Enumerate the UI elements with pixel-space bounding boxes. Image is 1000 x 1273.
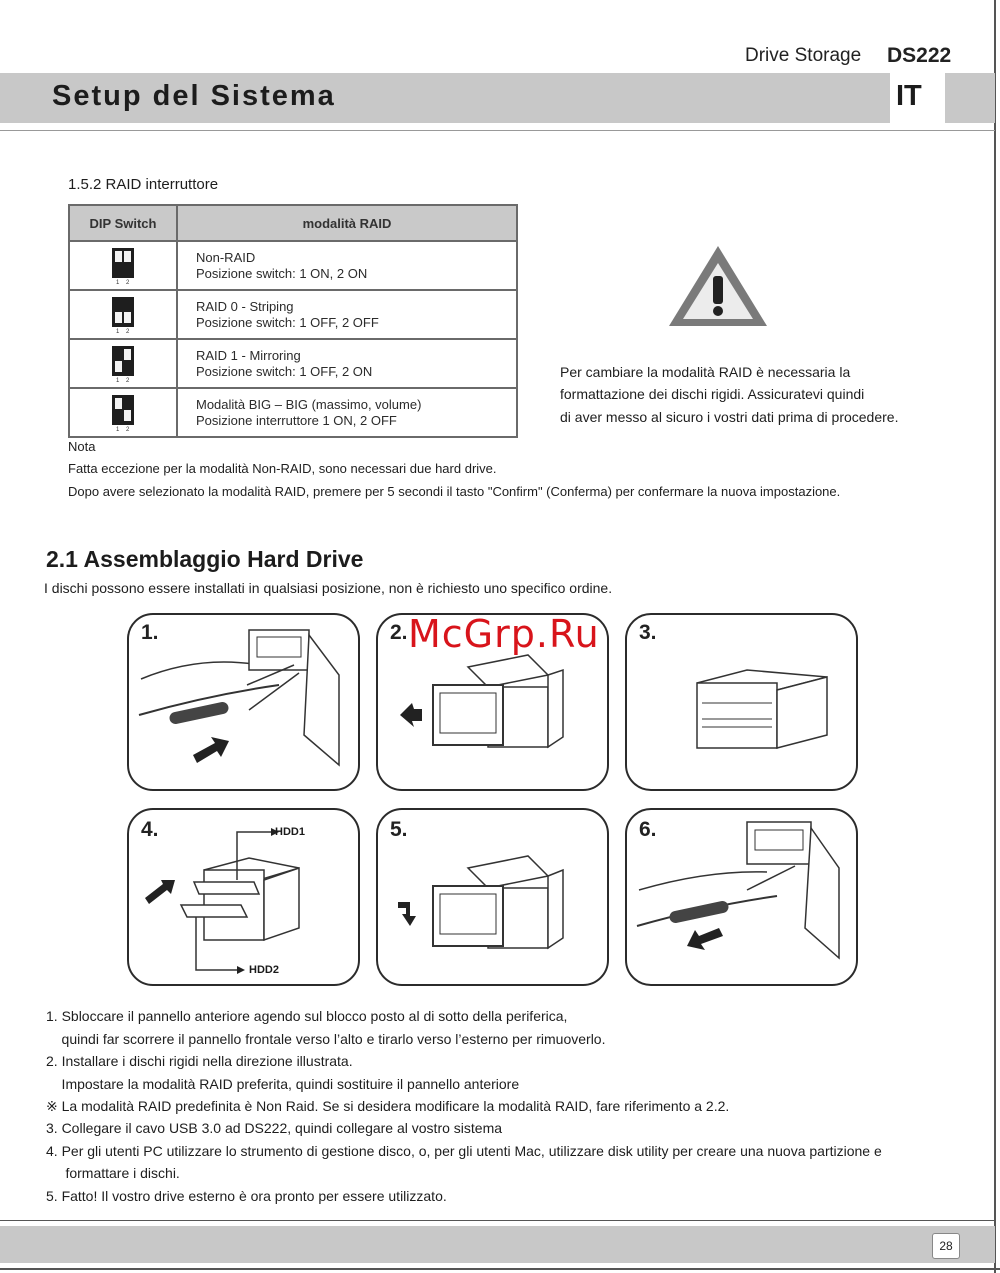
step-line: 5. Fatto! Il vostro drive esterno è ora pronto per essere utilizzato. [46, 1188, 447, 1204]
page-frame-right [994, 0, 996, 1273]
raid-mode-setting: Posizione switch: 1 OFF, 2 OFF [196, 314, 379, 330]
section-title: 2.1 Assemblaggio Hard Drive [46, 546, 364, 572]
step-line: 3. Collegare il cavo USB 3.0 ad DS222, quindi collegare al vostro sistema [46, 1120, 503, 1136]
warning-line: formattazione dei dischi rigidi. Assicuratevi quindi [560, 386, 865, 402]
header-divider [0, 130, 995, 131]
table-row [69, 388, 517, 437]
page-frame-bottom [0, 1268, 1000, 1270]
col-raid-mode: modalità RAID [177, 205, 517, 241]
panel-number: 1. [141, 621, 159, 644]
dip-switch-icon: 1 2 [112, 395, 134, 425]
note-line: Fatta eccezione per la modalità Non-RAID, sono necessari due hard drive. [68, 461, 497, 476]
model-name: DS222 [887, 44, 952, 67]
panel-number: 6. [639, 818, 657, 841]
header-bar-end [945, 73, 995, 123]
panel-number: 5. [390, 818, 408, 841]
footer-divider [0, 1220, 995, 1221]
panel-number: 4. [141, 818, 159, 841]
step-line: ※ La modalità RAID predefinita è Non Raid. Se si desidera modificare la modalità RAID, fare riferimento a 2.2. [46, 1098, 730, 1114]
product-name: Drive Storage [745, 45, 862, 66]
step-line: quindi far scorrere il pannello frontale verso l’alto e tirarlo verso l’esterno per rimuoverlo. [46, 1031, 606, 1047]
dip-switch-icon: 1 2 [112, 297, 134, 327]
raid-mode-setting: Posizione interruttore 1 ON, 2 OFF [196, 412, 397, 428]
raid-mode-name: Non-RAID [196, 249, 256, 265]
step-line: 2. Installare i dischi rigidi nella direzione illustrata. [46, 1053, 353, 1069]
step-panel-5 [376, 808, 609, 986]
panel-number: 3. [639, 621, 657, 644]
unlock-illustration [129, 615, 358, 789]
hdd1-label: HDD1 [275, 826, 305, 838]
warning-icon [666, 243, 770, 329]
lock-illustration [627, 810, 856, 984]
col-dip-switch: DIP Switch [69, 205, 177, 241]
step-panel-6 [625, 808, 858, 986]
raid-mode-setting: Posizione switch: 1 OFF, 2 ON [196, 363, 373, 379]
dip-switch-icon: 1 2 [112, 248, 134, 278]
note-line: Dopo avere selezionato la modalità RAID, premere per 5 secondi il tasto "Confirm" (Conferma) per confermare la nuova impostazione. [68, 484, 841, 499]
step-panel-1 [127, 613, 360, 791]
table-row [69, 290, 517, 339]
raid-mode-name: RAID 1 - Mirroring [196, 347, 301, 363]
warning-line: Per cambiare la modalità RAID è necessaria la [560, 364, 851, 380]
table-row [69, 241, 517, 290]
warning-line: di aver messo al sicuro i vostri dati prima di procedere. [560, 409, 899, 425]
step-panel-4 [127, 808, 360, 986]
footer-bar [0, 1226, 995, 1263]
raid-mode-name: Modalità BIG – BIG (massimo, volume) [196, 396, 422, 412]
insert-drives-illustration [129, 810, 358, 984]
page-number: 28 [932, 1233, 960, 1259]
open-enclosure-illustration [627, 615, 856, 789]
language-code: IT [896, 80, 922, 112]
section-intro: I dischi possono essere installati in qualsiasi posizione, non è richiesto uno specifico ordine. [44, 580, 613, 596]
watermark: McGrp.Ru [408, 612, 600, 656]
hdd2-label: HDD2 [249, 964, 279, 976]
step-panel-3 [625, 613, 858, 791]
step-line: Impostare la modalità RAID preferita, quindi sostituire il pannello anteriore [46, 1076, 520, 1092]
raid-table [68, 204, 518, 438]
raid-mode-name: RAID 0 - Striping [196, 298, 294, 314]
panel-number: 2. [390, 621, 408, 644]
step-line: 1. Sbloccare il pannello anteriore agendo sul blocco posto al di sotto della periferica, [46, 1008, 568, 1024]
step-line: formattare i dischi. [46, 1165, 180, 1181]
dip-switch-icon: 1 2 [112, 346, 134, 376]
raid-heading: 1.5.2 RAID interruttore [68, 176, 219, 193]
step-line: 4. Per gli utenti PC utilizzare lo strumento di gestione disco, o, per gli utenti Mac, utilizzare disk utility per creare una nuova partizione e [46, 1143, 882, 1159]
replace-panel-illustration [378, 810, 607, 984]
table-row [69, 339, 517, 388]
page-title: Setup del Sistema [52, 80, 336, 112]
raid-mode-setting: Posizione switch: 1 ON, 2 ON [196, 265, 368, 281]
note-label: Nota [68, 439, 96, 454]
